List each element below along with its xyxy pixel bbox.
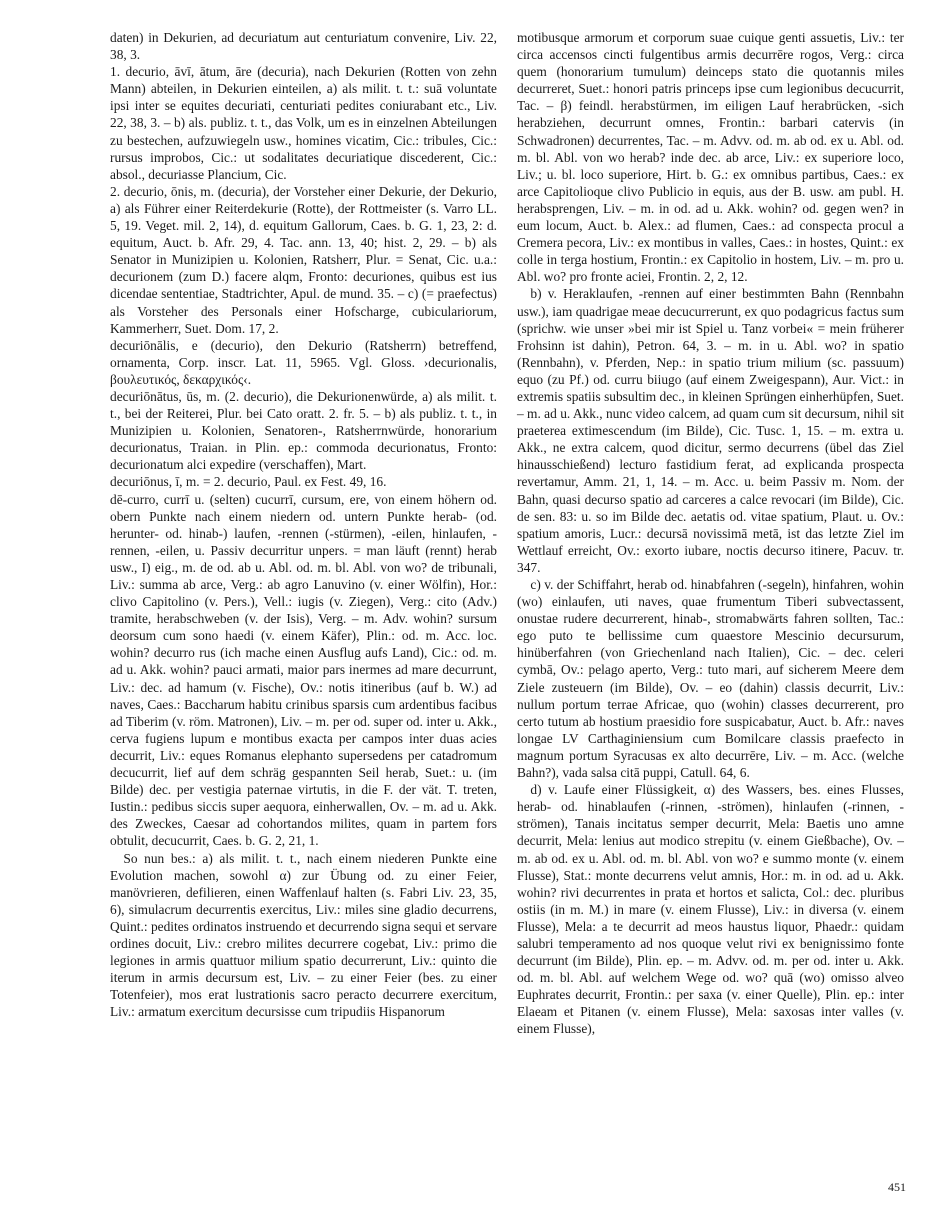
page-number: 451 [888, 1180, 906, 1194]
entry-paragraph: dē-curro, currī u. (selten) cucurrī, cursum, ere, von einem höhern od. obern Punkte nach einem niedern od. untern Punkte herab- (od. herunter- od. hinab-) laufen, -rennen (-stürmen), -eilen, hinlaufen, -rennen, -eilen, u. Passiv decurritur unpers. = man läuft (rennt) herab usw., I) eig., m. de od. ab u. Abl. od. m. bl. Abl. von wo? de tribunali, Liv.: summa ab arce, Verg.: ab agro Lanuvino (v. einer Wölfin), Hor.: clivo Capitolino (v. Pers.), Vell.: iugis (v. Ziegen), Verg.: cito (Adv.) tramite, herabschweben (v. der Isis), Verg. – m. Adv. wohin? sursum deorsum cum sono haedi (v. einem Käfer), Plin.: od. m. Acc. loc. wohin? decurro rus (ich mache einen Ausflug aufs Land), Cic.: od. m. ad u. Akk. wohin? pauci armati, maior pars inermes ad mare decurrunt, Liv.: dec. ad hamum (v. Fische), Ov.: notis itineribus (auf b. W.) ad naves, Caes.: Baccharum habitu crinibus sparsis cum ardentibus facibus ad Tiberim (v. röm. Matronen), Liv. – m. per od. super od. inter u. Akk., cerva fugiens lupum e montibus exacta per campos inter duas acies decurrit, Liv.: eques Romanus elephanto supersedens per catadromum decucurrit, lief auf dem schräg gespannten Seil herab, Suet.: u. (im Bilde) dec. per vestigia paternae virtutis, in die F. der vät. T. treten, Iustin.: pedibus siccis super aequora, einherwallen, Ov. – m. ad u. Akk. des Zweckes, Caesar ad cohortandos milites, quam in partem fors obtulit, decucurrit, Caes. b. G. 2, 21, 1. [110, 491, 497, 849]
entry-paragraph: c) v. der Schiffahrt, herab od. hinabfahren (-segeln), hinfahren, wohin (wo) einlaufen, uti naves, quae frumentum Tiberi subvectassent, onustae rudere decurrerent, hinab-, stromabwärts fahren sollten, Tac.: ego puto te bellissime cum quaestore Mescinio decursurum, hinüberfahren (von Griechenland nach Italien), Cic. – dec. celeri cymbā, Ov.: pelago aperto, Verg.: tuto mari, auf sicherem Meere dem Ziele zusteuern (im Bilde), Ov. – eo (dahin) classis decurrit, Liv.: nullum portum terrae Africae, quo (wohin) classes decurrerent, pro certo tutum ab hostium praesidio fore suspicabatur, Auct. b. Afr.: naves longae LV Carthaginiensium cum Bomilcare classis praefecto in magnum portum Syracusas ex alto decurrēre, Liv. – m. Acc. (welche Bahn?), vada salsa citā puppi, Catull. 64, 6. [517, 577, 904, 781]
entry-paragraph: So nun bes.: a) als milit. t. t., nach einem niederen Punkte eine Evolution machen, sowohl α) zur Übung od. zu einer Feier, manövrieren, defilieren, einen Waffenlauf halten (s. Fabri Liv. 23, 35, 6), simulacrum decurrentis exercitus, Liv.: miles sine gladio decurrens, Quint.: pedites ordinatos instruendo et decurrendo signa sequi et servare ordines docuit, Liv.: crebro milites decurrere cogebat, Liv.: primo die legiones in armis quattuor milium spatio decurrerunt, Liv.: quinto die iterum in armis decursum est, Liv. – zu einer Feier (bes. zu einer Totenfeier), mos erat lustrationis sacro peracto decurrere exercitum, Liv.: armatum exercitum decursisse cum tripudiis Hispanorum [110, 850, 497, 1020]
entry-paragraph: d) v. Laufe einer Flüssigkeit, α) des Wassers, bes. eines Flusses, herab- od. hinablaufen (-rinnen, -strömen), hinlaufen (-rinnen, -strömen), Tanais incitatus semper decurrit, Mela: Baetis uno amne decurrit, Mela: lenius aut modico strepitu (v. einem Gießbache), Ov. – m. ab od. ex u. Abl. od. m. bl. Abl. von wo? e summo monte (v. einem Flusse), Stat.: monte decurrens velut amnis, Hor.: m. in od. ad u. Akk. wohin? rivi decurrentes in prata et hortos et salicta, Col.: dec. pluribus ostiis (in m. M.) in mare (v. einem Flusse), Liv.: in diversa (v. einem Flusse), Mela: a te decurrit ad meos haustus liquor, Phaedr.: quidam salubri temperamento ad nos quoque velut rivi ex benignissimo fonte decurrunt (im Bilde), Plin. ep. – m. Advv. od. m. per od. inter u. Akk. od. m. bl. Abl. auf welchem Wege od. wo? quā (wo) omisso alveo Euphrates decurrit, Frontin.: per saxa (v. einer Quelle), Plin. ep.: inter Elaeam et Pitanen (v. einem Flusse), Mela: saxosas inter valles (v. einem Flusse), [517, 782, 904, 1037]
left-column [110, 29, 497, 1020]
entry-paragraph: daten) in Dekurien, ad decuriatum aut centuriatum convenire, Liv. 22, 38, 3. [110, 30, 497, 63]
entry-paragraph: 2. decurio, ōnis, m. (decuria), der Vorsteher einer Dekurie, der Dekurio, a) als Führer einer Reiterdekurie (Rotte), der Rottmeister (s. Varro LL. 5, 19. Veget. mil. 2, 14), d. equitum Gallorum, Caes. b. G. 1, 23, 2: d. equitum, Auct. b. Afr. 29, 4. Tac. ann. 13, 40; hist. 2, 29. – b) als Senator in Munizipien u. Kolonien, Ratsherr, Plur. = Senat, Cic. u.a.: decurionem (zum D.) facere alqm, Fronto: decuriones, quibus est ius dicendae sententiae, Stadtrichter, Apul. de mund. 35. – c) (= praefectus) als Vorsteher des Personals einer Hofscharge, cubiculariorum, Kammerherr, Suet. Dom. 17, 2. [110, 183, 497, 336]
entry-paragraph: motibusque armorum et corporum suae cuique genti assuetis, Liv.: ter circa accensos cincti fulgentibus armis decurrēre rogos, Verg.: circa quem (honorarium tumulum) deinceps stato die quotannis miles decurreret, Suet.: honori patris princeps ipse cum legionibus decucurrit, Tac. – β) feindl. herabstürmen, im eiligen Lauf herabrücken, -sich herabziehen, decurrunt omnes, Frontin.: barbari catervis (in Schwadronen) decurrentes, Tac. – m. Advv. od. m. ab od. ex u. Abl. od. m. bl. Abl. von wo herab? inde dec. ab arce, Liv.: ex superiore loco, Liv.; u. bl. loco superiore, Hirt. b. G.: ex omnibus partibus, Caes.: ex arce Capitolioque clivo Publicio in equis, aus der B. usw. am publ. H. herabsprengen, Liv. – m. in od. ad u. Akk. wohin? od. gegen wen? in eum locum, Auct. b. Alex.: ad flumen, Caes.: ad conspecta procul a Cremera pecora, Liv.: ex montibus in valles, Caes.: in hostes, Quint.: ex colle in terga hostium, Frontin.: ex Capitolio in hostem, Liv. – m. pro u. Abl. wo? pro fronte aciei, Frontin. 2, 2, 12. [517, 30, 904, 285]
entry-paragraph: b) v. Heraklaufen, -rennen auf einer bestimmten Bahn (Rennbahn usw.), iam quadrigae meae decucurrerunt, ex quo podagricus factus sum (sprichw. wie unser »bei mir ist Spiel u. Tanz vorbei« = mein früherer Frohsinn ist dahin), Petron. 64, 3. – m. in u. Abl. wo? in spatio (Rennbahn), v. Pferden, Nep.: in spatio trium milium (sc. passuum) equo (zu Pf.) od. curru biiugo (auf einem Zweigespann), Aur. Vict.: in extremis spatiis subsultim dec., in kleinen Sprüngen einherhüpfen, Suet. – m. ad u. Akk., nunc video calcem, ad quam cum sit decursum, nihil sit praeterea extimescendum (im Bilde), Cic. Tusc. 1, 15. – m. extra u. Akk., ne extra calcem, quod dicitur, sermo decurrens (übel das Ziel hinausschießend) lecturo fastidium ferat, ad explicanda prospecta revertamur, Amm. 21, 1, 14. – m. Acc. u. beim Passiv m. Nom. der Bahn, quasi decurso spatio ad carceres a calce revocari (im Bilde), Cic. de sen. 83: u. so im Bilde dec. aetatis od. vitae spatium, Plaut. u. Ov.: spatium amoris, Lucr.: decursā novissimā metā, ist das letzte Ziel im Wettlauf erreicht, Ov.: exorto iubare, noctis decurso itinere, Pacuv. tr. 347. [517, 286, 904, 575]
right-column [517, 29, 904, 1038]
entry-paragraph: decuriōnālis, e (decurio), den Dekurio (Ratsherrn) betreffend, ornamenta, Corp. inscr. Lat. 11, 5965. Vgl. Gloss. ›decurionalis, βουλευτικός, δεκαρχικός‹. [110, 337, 497, 387]
entry-paragraph: 1. decurio, āvī, ātum, āre (decuria), nach Dekurien (Rotten von zehn Mann) abteilen, in Dekurien einteilen, a) als milit. t. t.: suā voluntate ipsi inter se equites decuriati, centuriati pedites coniurabant etc., Liv. 22, 38, 3. – b) als. publiz. t. t., das Volk, um es in einzelnen Abteilungen zu bestechen, aufzuwiegeln usw., homines vicatim, Cic.: tribules, Cic.: rursus improbos, Cic.: ut sodalitates decuriatique discederent, Cic.: absol., decuriasse Plancium, Cic. [110, 64, 497, 182]
entry-paragraph: decuriōnus, ī, m. = 2. decurio, Paul. ex Fest. 49, 16. [110, 474, 387, 490]
entry-paragraph: decuriōnātus, ūs, m. (2. decurio), die Dekurionenwürde, a) als milit. t. t., bei der Reiterei, Plur. bei Cato oratt. 2. fr. 5. – b) als publiz. t. t., in Munizipien u. Kolonien, Senatoren-, Ratsherrnwürde, honorarium decurionatus, Traian. in Plin. ep.: commoda decurionatus, Fronto: decurionatum alci expedire (verschaffen), Mart. [110, 388, 497, 473]
